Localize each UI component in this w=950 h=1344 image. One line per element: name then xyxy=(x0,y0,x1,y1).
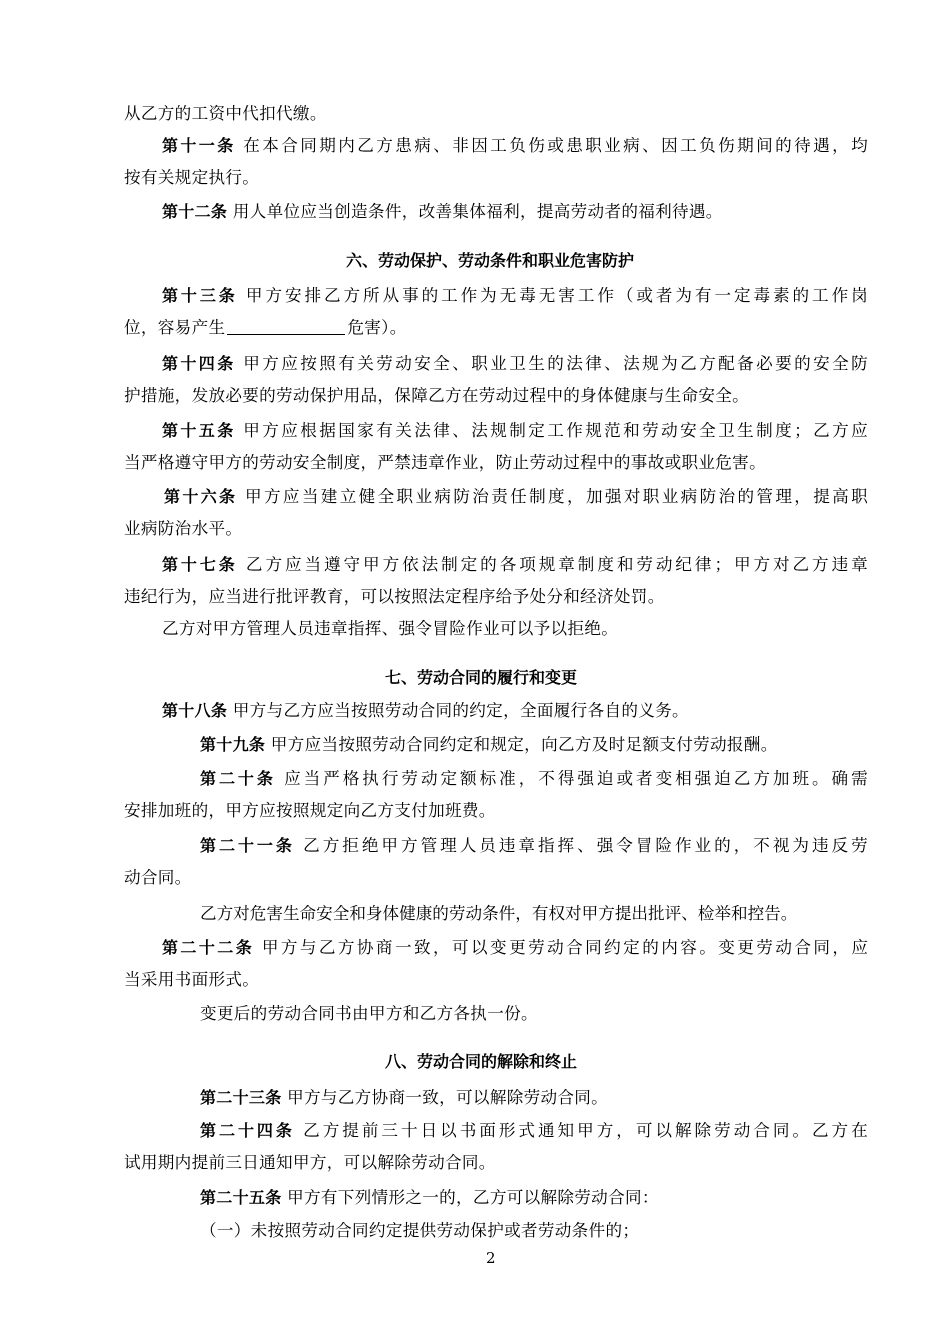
article-label: 第十七条 xyxy=(162,555,238,574)
article-text: 甲方应根据国家有关法律、法规制定工作规范和劳动安全卫生制度；乙方应 xyxy=(243,421,869,440)
body-line: 从乙方的工资中代扣代缴。 xyxy=(124,104,327,123)
article-label: 第十六条 xyxy=(164,487,238,506)
article-label: 第二十条 xyxy=(200,769,276,788)
article-text: 甲方应按照有关劳动安全、职业卫生的法律、法规为乙方配备必要的安全防 xyxy=(243,354,869,373)
article-label: 第二十三条 xyxy=(200,1088,282,1107)
article-label: 第二十二条 xyxy=(162,938,255,957)
body-line: 护措施，发放必要的劳动保护用品，保障乙方在劳动过程中的身体健康与生命安全。 xyxy=(124,386,750,405)
article-text: 用人单位应当创造条件，改善集体福利，提高劳动者的福利待遇。 xyxy=(232,202,723,221)
page-number: 2 xyxy=(486,1249,496,1267)
article-text: 甲方应当按照劳动合同约定和规定，向乙方及时足额支付劳动报酬。 xyxy=(270,735,778,754)
body-line: 当采用书面形式。 xyxy=(124,970,260,989)
article-text: 甲方与乙方应当按照劳动合同的约定，全面履行各自的义务。 xyxy=(232,701,689,720)
article-label: 第十三条 xyxy=(162,286,238,305)
section-heading: 八、劳动合同的解除和终止 xyxy=(385,1052,578,1071)
body-line: 乙方对甲方管理人员违章指挥、强令冒险作业可以予以拒绝。 xyxy=(162,619,619,638)
body-line: 动合同。 xyxy=(124,868,192,887)
article-text: 在本合同期内乙方患病、非因工负伤或患职业病、因工负伤期间的待遇，均 xyxy=(243,136,869,155)
article-label: 第十二条 xyxy=(162,202,228,221)
body-line: 按有关规定执行。 xyxy=(124,168,260,187)
article-text: 甲方与乙方协商一致，可以解除劳动合同。 xyxy=(287,1088,609,1107)
body-line: 业病防治水平。 xyxy=(124,519,243,538)
article-label: 第二十四条 xyxy=(200,1121,295,1140)
article-14 xyxy=(162,352,868,376)
article-23 xyxy=(200,1086,608,1110)
article-15 xyxy=(162,419,868,443)
body-line: 试用期内提前三日通知甲方，可以解除劳动合同。 xyxy=(124,1153,496,1172)
article-19 xyxy=(200,733,778,757)
body-line: 当严格遵守甲方的劳动安全制度，严禁违章作业，防止劳动过程中的事故或职业危害。 xyxy=(124,453,766,472)
article-label: 第十八条 xyxy=(162,701,228,720)
body-line: 变更后的劳动合同书由甲方和乙方各执一份。 xyxy=(200,1004,538,1023)
body-line: 违纪行为，应当进行批评教育，可以按照法定程序给予处分和经济处罚。 xyxy=(124,587,665,606)
article-11 xyxy=(162,134,868,158)
article-25 xyxy=(200,1186,659,1210)
text-segment: 危害）。 xyxy=(347,318,407,337)
article-24 xyxy=(200,1119,868,1143)
list-item: （一）未按照劳动合同约定提供劳动保护或者劳动条件的； xyxy=(200,1221,640,1240)
article-13 xyxy=(162,284,868,308)
section-heading: 七、劳动合同的履行和变更 xyxy=(385,668,578,687)
article-text: 乙方提前三十日以书面形式通知甲方，可以解除劳动合同。乙方在 xyxy=(303,1121,869,1140)
article-text: 应当严格执行劳动定额标准，不得强迫或者变相强迫乙方加班。确需 xyxy=(284,769,868,788)
article-text: 甲方应当建立健全职业病防治责任制度，加强对职业病防治的管理，提高职 xyxy=(245,487,868,506)
article-text: 甲方安排乙方所从事的工作为无毒无害工作（或者为有一定毒素的工作岗 xyxy=(245,286,868,305)
article-label: 第十九条 xyxy=(200,735,266,754)
text-segment: 位，容易产生 xyxy=(124,318,226,337)
article-text: 乙方拒绝甲方管理人员违章指挥、强令冒险作业的，不视为违反劳 xyxy=(303,836,869,855)
body-line xyxy=(124,316,407,340)
fill-in-blank[interactable] xyxy=(227,318,345,335)
article-20 xyxy=(200,767,868,791)
article-text: 乙方应当遵守甲方依法制定的各项规章制度和劳动纪律；甲方对乙方违章 xyxy=(245,555,868,574)
article-text: 甲方有下列情形之一的，乙方可以解除劳动合同： xyxy=(287,1188,659,1207)
article-text: 甲方与乙方协商一致，可以变更劳动合同约定的内容。变更劳动合同，应 xyxy=(261,938,868,957)
article-label: 第十五条 xyxy=(162,421,236,440)
article-16 xyxy=(164,485,868,509)
article-12 xyxy=(162,200,723,224)
article-22 xyxy=(162,936,868,960)
body-line: 安排加班的，甲方应按照规定向乙方支付加班费。 xyxy=(124,801,496,820)
article-label: 第十四条 xyxy=(162,354,236,373)
article-17 xyxy=(162,553,868,577)
body-line: 乙方对危害生命安全和身体健康的劳动条件，有权对甲方提出批评、检举和控告。 xyxy=(200,904,798,923)
section-heading: 六、劳动保护、劳动条件和职业危害防护 xyxy=(346,251,635,270)
article-label: 第二十五条 xyxy=(200,1188,282,1207)
article-label: 第十一条 xyxy=(162,136,236,155)
article-label: 第二十一条 xyxy=(200,836,295,855)
article-18 xyxy=(162,699,689,723)
article-21 xyxy=(200,834,868,858)
